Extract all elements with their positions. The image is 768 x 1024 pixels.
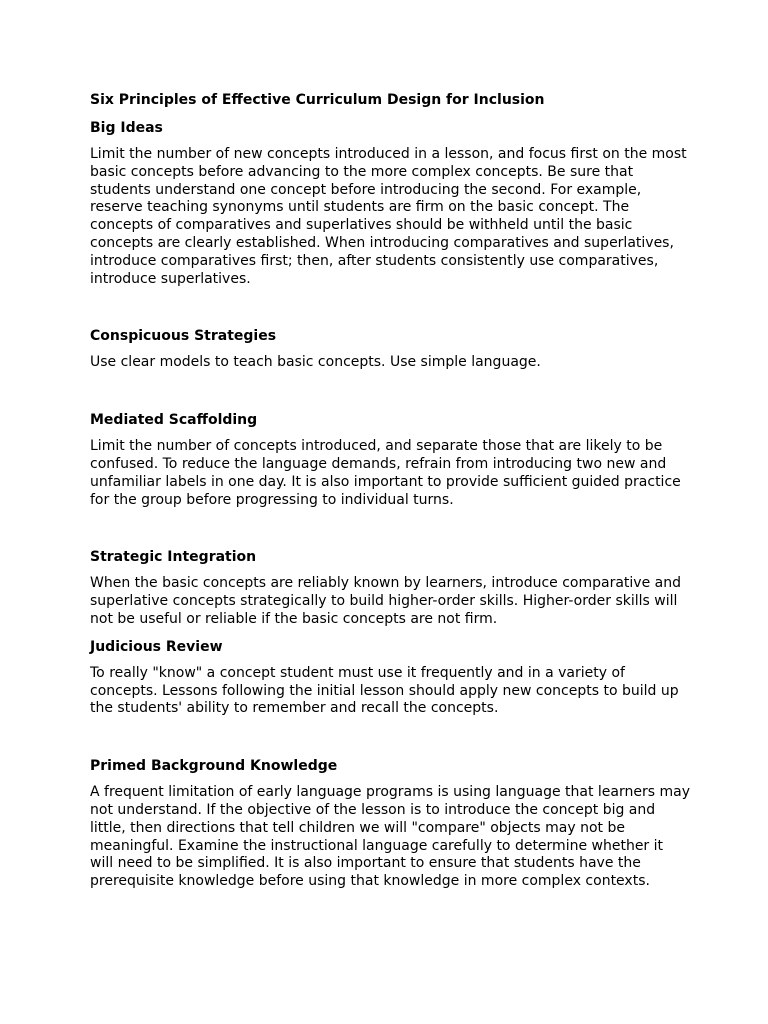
section-heading: Big Ideas (90, 120, 163, 136)
section-body: A frequent limitation of early language programs is using language that learners may not understand. If the objective of the lesson is to introduce the concept big and little, then directions that tell children we will "compare" objects may not be meaningful. Examine the instructional language carefully to determine whether it will need to be simplified. It is also important to ensure that students have the prerequisite knowledge before using that knowledge in more complex contexts. (90, 784, 690, 890)
section-body: To really "know" a concept student must use it frequently and in a variety of concepts. Lessons following the initial lesson should apply new concepts to build up the students' ability to remember and recall the concepts. (90, 664, 679, 717)
section-heading: Strategic Integration (90, 549, 257, 566)
spacer (90, 718, 690, 756)
spacer (90, 629, 690, 637)
section-body: Limit the number of new concepts introduced in a lesson, and focus first on the most basic concepts before advancing to the more complex concepts. Be sure that students understand one concept before introducing the second. For example, reserve teaching synonyms until students are firm on the basic concept. The concepts of comparatives and superlatives should be withheld until the basic concepts are clearly established. When introducing comparatives and superlatives, introduce comparatives first; then, after students consistently use comparatives, introduce superlatives. (90, 146, 687, 287)
section-heading: Conspicuous Strategies (90, 328, 277, 345)
section-body: Limit the number of concepts introduced, and separate those that are likely to be confused. To reduce the language demands, refrain from introducing two new and unfamiliar labels in one day. It is also important to provide sufficient guided practice for the group before progressing to individual turns. (90, 438, 681, 508)
spacer (90, 288, 690, 326)
document-title: Six Principles of Effective Curriculum Design for Inclusion (90, 92, 545, 108)
section-mediated-scaffolding (90, 410, 690, 509)
section-strategic-integration (90, 547, 690, 628)
section-conspicuous-strategies (90, 326, 690, 372)
document-page (90, 90, 690, 891)
section-heading: Primed Background Knowledge (90, 758, 338, 775)
section-heading: Judicious Review (90, 638, 223, 655)
spacer (90, 509, 690, 547)
section-big-ideas (90, 118, 690, 288)
section-primed-background-knowledge (90, 756, 690, 891)
section-body: When the basic concepts are reliably known by learners, introduce comparative and superlative concepts strategically to build higher-order skills. Higher-order skills will not be useful or reliable if the basic concepts are not firm. (90, 575, 681, 627)
section-body: Use clear models to teach basic concepts. Use simple language. (90, 354, 541, 371)
section-heading: Mediated Scaffolding (90, 412, 258, 429)
section-judicious-review (90, 637, 690, 718)
spacer (90, 372, 690, 410)
